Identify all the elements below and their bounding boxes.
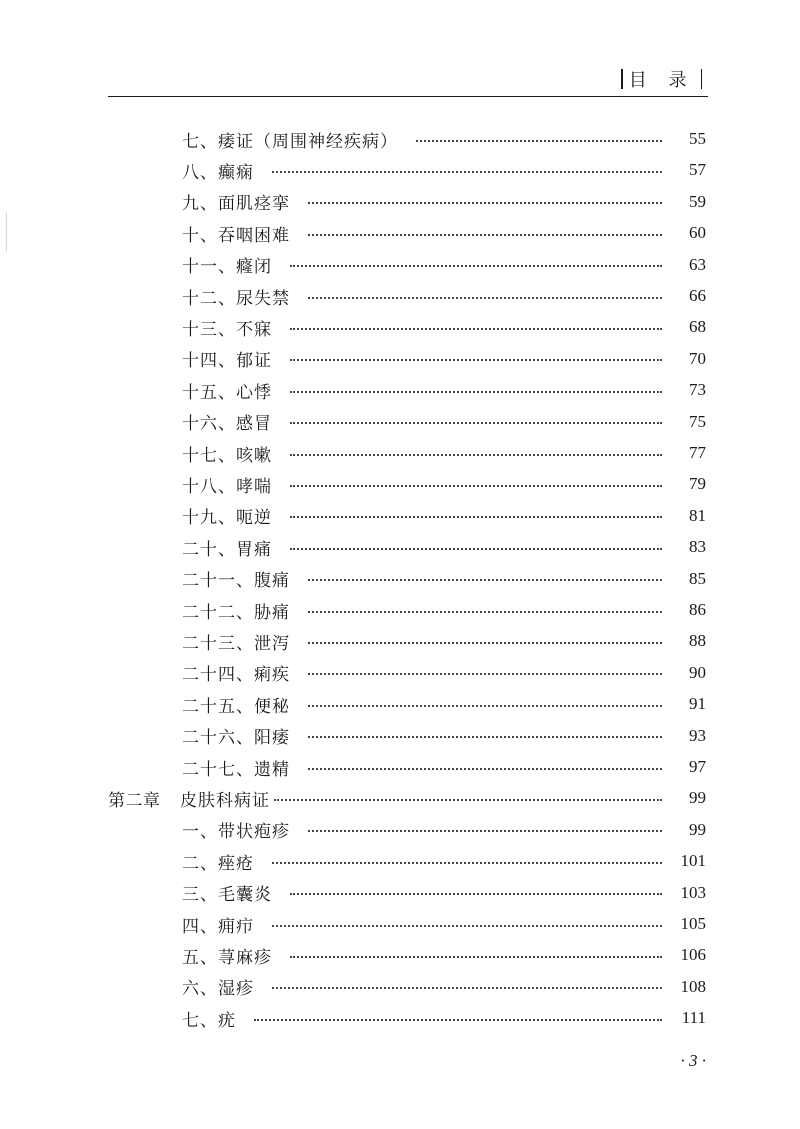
toc-entry[interactable]	[182, 972, 706, 1002]
dot-leader	[290, 955, 662, 958]
toc-entry[interactable]	[182, 1003, 706, 1033]
toc-entry-title: 十七、咳嗽	[182, 445, 272, 466]
toc-entry-title: 二十二、胁痛	[182, 602, 290, 623]
toc-entry-page-number: 59	[689, 191, 706, 211]
toc-entry-page-number: 90	[689, 662, 706, 682]
toc-entry[interactable]	[182, 407, 706, 437]
toc-entry-title: 十三、不寐	[182, 319, 272, 340]
toc-entry-title: 二十三、泄泻	[182, 633, 290, 654]
dot-leader	[416, 139, 662, 142]
header-right-bar	[701, 69, 703, 89]
dot-leader	[272, 861, 662, 864]
toc-entry[interactable]	[182, 375, 706, 405]
toc-entry[interactable]	[182, 344, 706, 374]
toc-entry-page-number: 55	[689, 129, 706, 148]
toc-entry[interactable]	[182, 815, 706, 845]
dot-leader	[308, 641, 662, 644]
toc-entry-page-number: 86	[689, 600, 706, 619]
toc-entry[interactable]	[182, 940, 706, 970]
chapter-label: 第二章	[108, 790, 161, 811]
toc-entry[interactable]	[182, 909, 706, 939]
toc-entry-title: 十五、心悸	[182, 382, 272, 403]
toc-entry-page-number: 70	[689, 348, 706, 368]
dot-leader	[308, 704, 662, 707]
toc-entry[interactable]	[182, 846, 706, 876]
toc-entry[interactable]	[182, 658, 706, 688]
toc-entry[interactable]	[182, 281, 706, 311]
toc-entry-title: 二十一、腹痛	[182, 571, 290, 592]
toc-entry-title: 十四、郁证	[182, 351, 272, 372]
dot-leader	[308, 735, 662, 738]
toc-entry[interactable]	[182, 689, 706, 719]
toc-entry-page-number: 93	[689, 725, 706, 745]
toc-entry[interactable]	[182, 721, 706, 751]
toc-entry-page-number: 88	[689, 631, 706, 651]
dot-leader	[308, 767, 662, 770]
dot-leader	[272, 924, 662, 927]
edge-mark	[6, 212, 7, 252]
toc-entry-page-number: 81	[689, 505, 706, 525]
toc-entry-page-number: 79	[689, 474, 706, 494]
dot-leader	[290, 892, 662, 895]
toc-entry[interactable]	[182, 532, 706, 562]
toc-entry-title: 二十五、便秘	[182, 696, 290, 717]
dot-leader	[290, 515, 662, 518]
dot-leader	[308, 829, 662, 832]
toc-entry-page-number: 66	[689, 286, 706, 305]
toc-entry[interactable]	[182, 564, 706, 594]
toc-entry-title: 十、吞咽困难	[182, 225, 290, 246]
dot-leader	[272, 986, 662, 989]
toc-entry-page-number: 68	[689, 317, 706, 337]
toc-entry[interactable]	[182, 155, 706, 185]
toc-entry[interactable]	[182, 626, 706, 656]
header-rule	[108, 96, 708, 97]
toc-entry[interactable]	[182, 501, 706, 531]
dot-leader	[290, 547, 662, 550]
dot-leader	[290, 453, 662, 456]
dot-leader	[290, 484, 662, 487]
toc-entry-page-number: 97	[689, 757, 706, 776]
toc-entry[interactable]	[182, 438, 706, 468]
toc-entry-page-number: 103	[680, 882, 706, 902]
dot-leader	[308, 296, 662, 299]
dot-leader	[290, 358, 662, 361]
toc-entry[interactable]	[182, 218, 706, 248]
dot-leader	[308, 233, 662, 236]
toc-entry-title: 十二、尿失禁	[182, 288, 290, 309]
header-left-bar	[621, 69, 623, 89]
toc-entry-page-number: 85	[689, 568, 706, 588]
toc-entry-title: 二十、胃痛	[182, 539, 272, 560]
dot-leader	[290, 327, 662, 330]
toc-entry-page-number: 73	[689, 380, 706, 400]
dot-leader	[308, 578, 662, 581]
toc-entry-title: 十八、哮喘	[182, 476, 272, 497]
toc-entry-title: 二十七、遗精	[182, 759, 290, 780]
toc-entry[interactable]	[182, 124, 706, 154]
dot-leader	[290, 264, 662, 267]
toc-entry-page-number: 75	[689, 411, 706, 431]
toc-entry-title: 五、荨麻疹	[182, 947, 272, 968]
toc-entry-title: 九、面肌痉挛	[182, 194, 290, 215]
toc-entry[interactable]	[182, 469, 706, 499]
toc-entry-page-number: 99	[689, 819, 706, 839]
toc-entry-title: 十六、感冒	[182, 414, 272, 435]
toc-entry-page-number: 101	[680, 851, 706, 871]
toc-entry-title: 三、毛囊炎	[182, 885, 272, 906]
toc-entry-page-number: 60	[689, 223, 706, 243]
toc-entry[interactable]	[182, 878, 706, 908]
header-section-title: 目 录	[628, 70, 695, 91]
toc-entry-page-number: 83	[689, 537, 706, 557]
toc-entry-title: 一、带状疱疹	[182, 822, 290, 843]
dot-leader	[308, 672, 662, 675]
dot-leader	[308, 610, 662, 613]
chapter-page-number: 99	[689, 788, 706, 808]
toc-entry-page-number: 77	[689, 443, 706, 462]
toc-entry-title: 七、疣	[182, 1010, 236, 1031]
toc-entry-page-number: 105	[680, 914, 706, 933]
toc-entry-title: 六、湿疹	[182, 979, 254, 1000]
toc-entry-page-number: 106	[680, 945, 706, 965]
running-header	[615, 66, 708, 92]
toc-entry[interactable]	[182, 752, 706, 782]
toc-entry-page-number: 63	[689, 254, 706, 274]
page-number: · 3 ·	[680, 1051, 706, 1070]
chapter-title: 皮肤科病证	[180, 790, 270, 811]
toc-entry[interactable]	[182, 187, 706, 217]
toc-entry-page-number: 91	[689, 694, 706, 714]
dot-leader	[308, 201, 662, 204]
dot-leader	[254, 1018, 662, 1021]
toc-entry-title: 十一、癃闭	[182, 257, 272, 278]
toc-entry-title: 二十六、阳痿	[182, 728, 290, 749]
toc-entry-title: 四、痈疖	[182, 916, 254, 937]
toc-chapter-row[interactable]	[108, 783, 706, 813]
dot-leader	[290, 421, 662, 424]
toc-entry-page-number: 57	[689, 160, 706, 180]
toc-entry-title: 十九、呃逆	[182, 508, 272, 529]
toc-entry-title: 二十四、痢疾	[182, 665, 290, 686]
toc-entry-title: 七、痿证（周围神经疾病）	[182, 131, 398, 152]
toc-entry[interactable]	[182, 250, 706, 280]
toc-entry-page-number: 108	[680, 976, 706, 996]
toc-entry-page-number: 111	[681, 1008, 706, 1028]
dot-leader	[272, 170, 662, 173]
toc-entry-title: 二、痤疮	[182, 853, 254, 874]
toc-entry[interactable]	[182, 312, 706, 342]
toc-entry-title: 八、癫痫	[182, 162, 254, 183]
dot-leader	[290, 390, 662, 393]
dot-leader	[274, 798, 662, 801]
toc-entry[interactable]	[182, 595, 706, 625]
